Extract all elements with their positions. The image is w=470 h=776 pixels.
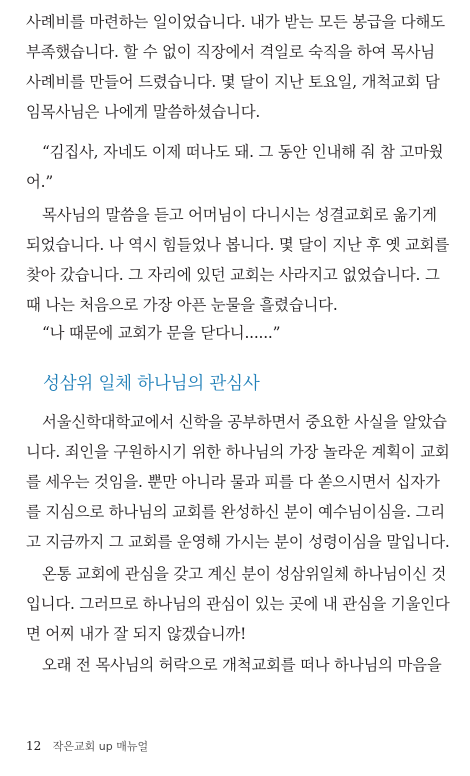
- body-line: 고 지금까지 그 교회를 운영해 가시는 분이 성령이심을 말입니다.: [26, 533, 450, 551]
- body-line: 를 세우는 것임을. 뿐만 아니라 물과 피를 다 쏟으시면서 십자가: [26, 473, 440, 491]
- body-line: 찾아 갔습니다. 그 자리에 있던 교회는 사라지고 없었습니다. 그: [26, 266, 440, 284]
- body-line: 부족했습니다. 할 수 없이 직장에서 격일로 숙직을 하여 목사님: [26, 43, 435, 61]
- body-line: 면 어찌 내가 잘 되지 않겠습니까!: [26, 625, 247, 643]
- body-line: 사례비를 만들어 드렸습니다. 몇 달이 지난 토요일, 개척교회 담: [26, 73, 440, 91]
- body-line: 되었습니다. 나 역시 힘들었나 봅니다. 몇 달이 지난 후 옛 교회를: [26, 236, 449, 254]
- body-line: 때 나는 처음으로 가장 아픈 눈물을 흘렸습니다.: [26, 296, 338, 314]
- body-line: 임목사님은 나에게 말씀하셨습니다.: [26, 103, 261, 121]
- body-line: 를 지심으로 하나님의 교회를 완성하신 분이 예수님이심을. 그리: [26, 503, 445, 521]
- body-line: 오래 전 목사님의 허락으로 개척교회를 떠나 하나님의 마음을: [42, 656, 442, 674]
- body-line: 니다. 죄인을 구원하시기 위한 하나님의 가장 놀라운 계획이 교회: [26, 443, 450, 461]
- body-line: 서울신학대학교에서 신학을 공부하면서 중요한 사실을 알았습: [42, 413, 447, 431]
- body-line: 입니다. 그러므로 하나님의 관심이 있는 곳에 내 관심을 기울인다: [26, 595, 450, 613]
- body-line: 온통 교회에 관심을 갖고 계신 분이 성삼위일체 하나님이신 것: [42, 565, 447, 583]
- page-footer: [26, 738, 148, 755]
- book-title: 작은교회 up 매뉴얼: [52, 740, 149, 753]
- section-heading: 성삼위 일체 하나님의 관심사: [43, 374, 260, 394]
- body-line: 목사님의 말씀을 듣고 어머님이 다니시는 성결교회로 옮기게: [42, 206, 437, 224]
- page-number: 12: [26, 739, 42, 753]
- body-line: 사례비를 마련하는 일이었습니다. 내가 받는 모든 봉급을 다해도: [26, 13, 445, 31]
- quote-line: “나 때문에 교회가 문을 닫다니......”: [42, 324, 281, 342]
- quote-line: 어.”: [26, 173, 54, 191]
- quote-line: “김집사, 자네도 이제 떠나도 돼. 그 동안 인내해 줘 참 고마웠: [42, 143, 444, 161]
